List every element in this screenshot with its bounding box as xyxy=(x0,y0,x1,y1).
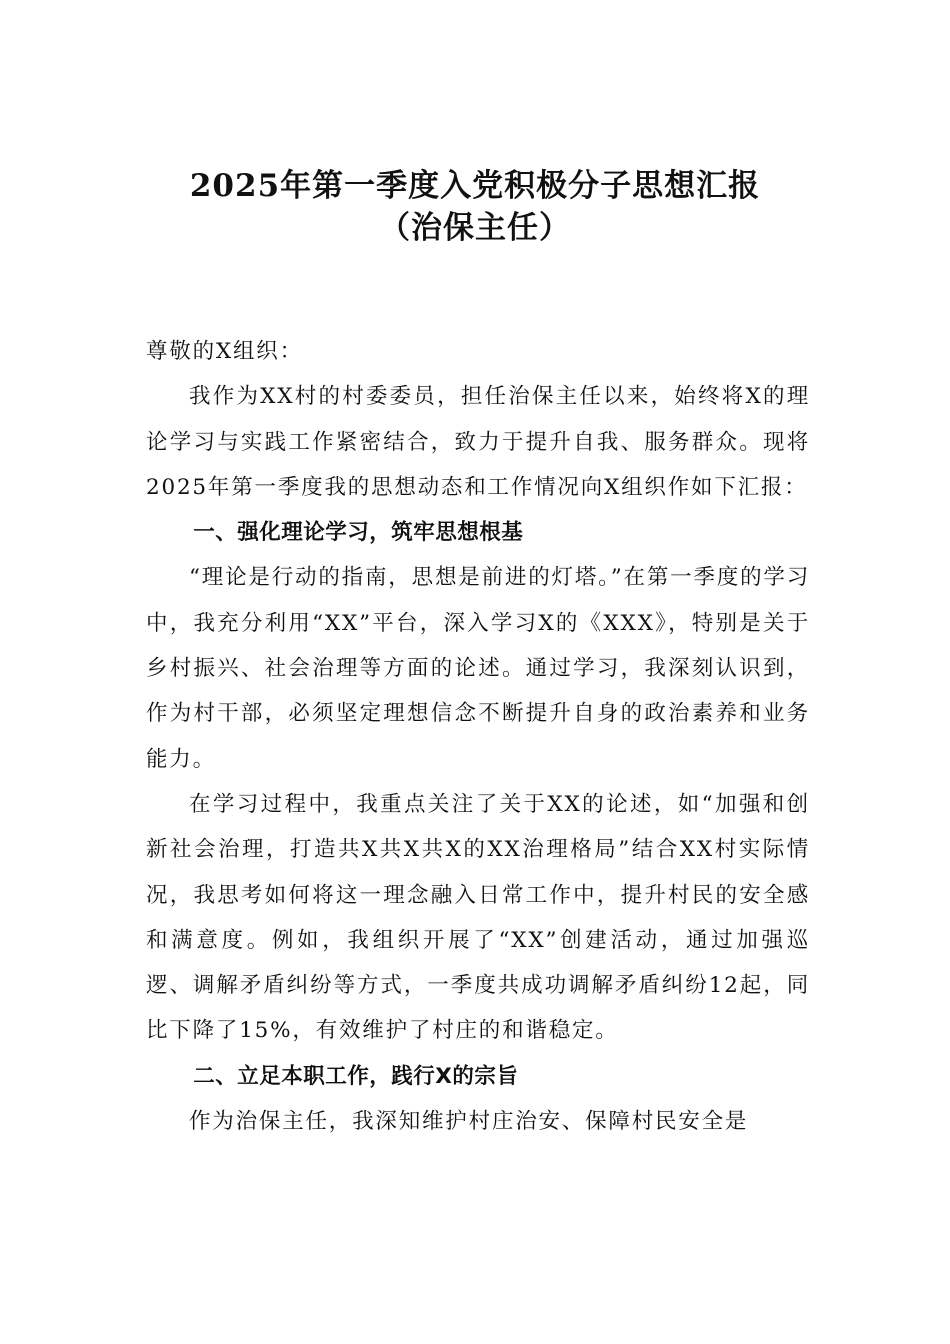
body-paragraph-1: “理论是行动的指南，思想是前进的灯塔。”在第一季度的学习中，我充分利用“XX”平台，深入学习X的《XXX》，特别是关于乡村振兴、社会治理等方面的论述。通过学习，我深刻认识到，作为村干部，必须坚定理想信念不断提升自身的政治素养和业务能力。 xyxy=(146,565,810,772)
section-heading-1: 一、强化理论学习，筑牢思想根基 xyxy=(193,520,524,546)
document-body xyxy=(146,329,810,1144)
body-paragraph-2: 在学习过程中，我重点关注了关于XX的论述，如“加强和创新社会治理，打造共X共X共X的XX治理格局”结合XX村实际情况，我思考如何将这一理念融入日常工作中，提升村民的安全感和满意度。例如，我组织开展了“XX”创建活动，通过加强巡逻、调解矛盾纠纷等方式，一季度共成功调解矛盾纠纷12起，同比下降了15%，有效维护了村庄的和谐稳定。 xyxy=(146,791,810,1044)
body-paragraph-3: 作为治保主任，我深知维护村庄治安、保障村民安全是 xyxy=(189,1109,749,1135)
document-subtitle: （治保主任） xyxy=(379,210,571,246)
intro-paragraph: 我作为XX村的村委委员，担任治保主任以来，始终将X的理论学习与实践工作紧密结合，致力于提升自我、服务群众。现将2025年第一季度我的思想动态和工作情况向X组织作如下汇报： xyxy=(146,384,810,500)
section-heading-2: 二、立足本职工作，践行X的宗旨 xyxy=(193,1063,519,1089)
document-title: 2025年第一季度入党积极分子思想汇报 xyxy=(189,168,761,204)
salutation: 尊敬的X组织： xyxy=(146,339,303,364)
